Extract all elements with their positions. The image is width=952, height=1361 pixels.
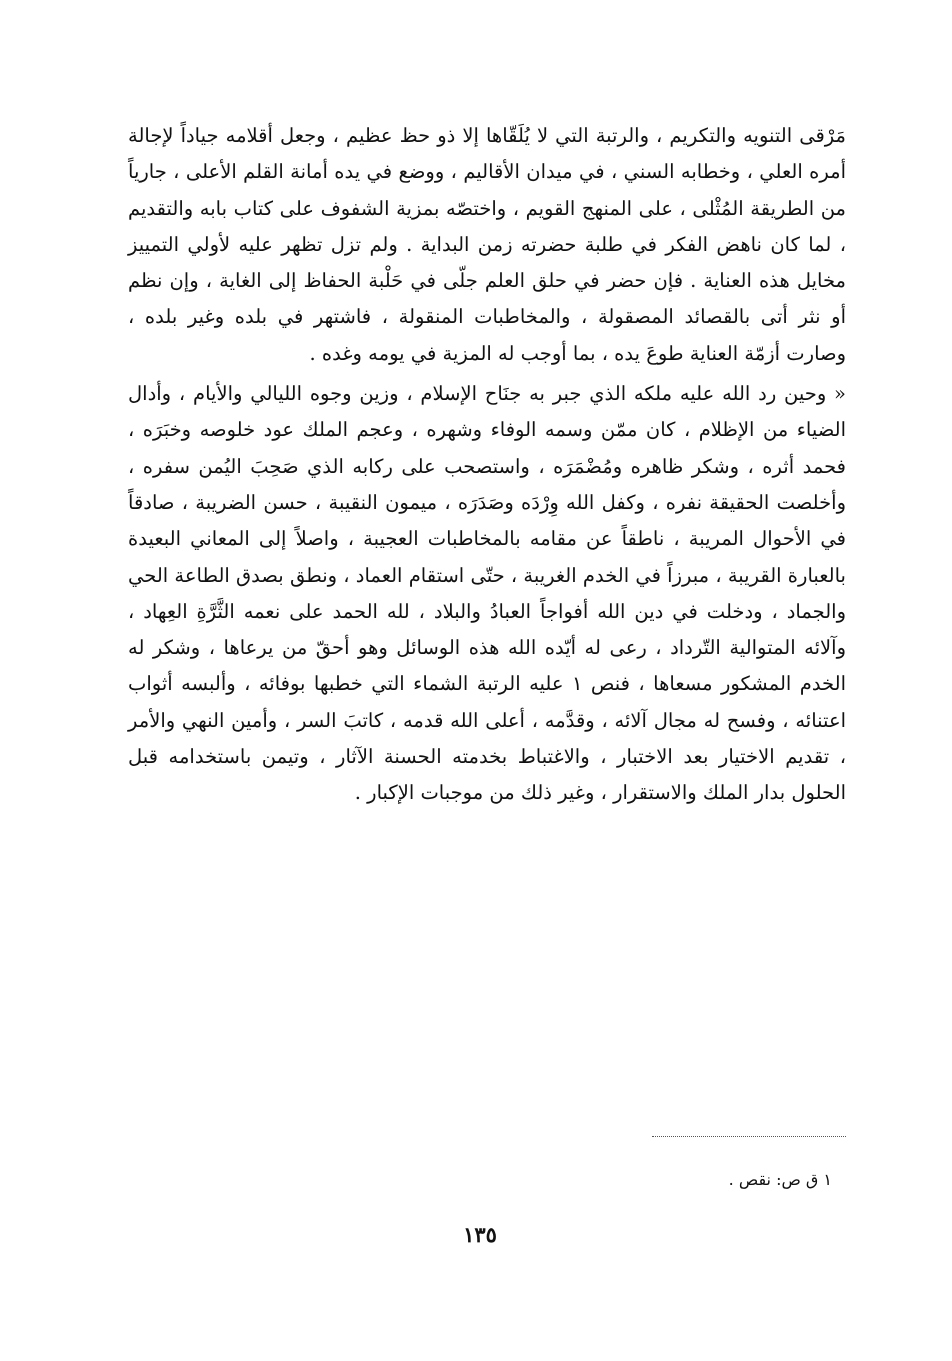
paragraph-1: مَرْقى التنويه والتكريم ، والرتبة التي لا يُلَقّاها إلا ذو حظ عظيم ، وجعل أقلامه جياداً لإجالة أمره العلي ، وخطابه السني ، في ميدان الأقاليم ، ووضع في يده أمانة القلم الأعلى ، جارياً من الطريقة المُثْلى ، على المنهج القويم ، واختصّه بمزية الشفوف على كتاب بابه والتقديم ، لما كان ناهض الفكر في طلبة حضرته زمن البداية . ولم تزل تظهر عليه لأولي التمييز مخايل هذه العناية . فإن حضر في حلق العلم جلّى في حَلْبة الحفاظ إلى الغاية ، وإن نظم أو نثر أتى بالقصائد المصقولة ، والمخاطبات المنقولة ، فاشتهر في بلده وغير بلده ، وصارت أزمّة العناية طوعَ يده ، بما أوجب له المزية في يومه وغده . — [128, 124, 846, 365]
paragraph-2: « وحين رد الله عليه ملكه الذي جبر به جنَاح الإسلام ، وزين وجوه الليالي والأيام ، وأدال الضياء من الإظلام ، كان ممّن وسمه الوفاء وشهره ، وعجم الملك عود خلوصه وخبَرَه ، فحمد أثره ، وشكر ظاهره ومُضْمَرَه ، واستصحب على ركابه الذي صَحِبَ اليُمن سفره ، وأخلصت الحقيقة نفره ، وكفل الله وِرْدَه وصَدَرَه ، ميمون النقيبة ، حسن الضريبة ، صادقاً في الأحوال المريبة ، ناطقاً عن مقامه بالمخاطبات العجيبة ، واصلاً إلى المعاني البعيدة بالعبارة القريبة ، مبرزاً في الخدم الغريبة ، حتّى استقام العماد ، ونطق بصدق الطاعة الحي والجماد ، ودخلت في دين الله أفواجاً العبادُ والبلاد ، لله الحمد على نعمه الثَّرَّةِ العِهاد ، وآلائه المتوالية التّرداد ، رعى له أيّده الله هذه الوسائل وهو أحقّ من يرعاها ، وشكر له الخدم المشكور مسعاها ، فنص ١ عليه الرتبة الشماء التي خطبها بوفائه ، وألبسه أثواب اعتنائه ، وفسح له مجال آلائه ، وقدَّمه ، أعلى الله قدمه ، كاتبَ السر ، وأمين النهي والأمر ، تقديم الاختيار بعد الاختبار ، والاغتباط بخدمته الحسنة الآثار ، وتيمن باستخدامه قبل الحلول بدار الملك والاستقرار ، وغير ذلك من موجبات الإكبار . — [128, 382, 846, 805]
page-number: ١٣٥ — [463, 1222, 497, 1247]
footnote: ١ ق ص: نقص . — [728, 1170, 832, 1189]
footnote-divider — [652, 1136, 846, 1137]
main-text — [128, 118, 846, 812]
